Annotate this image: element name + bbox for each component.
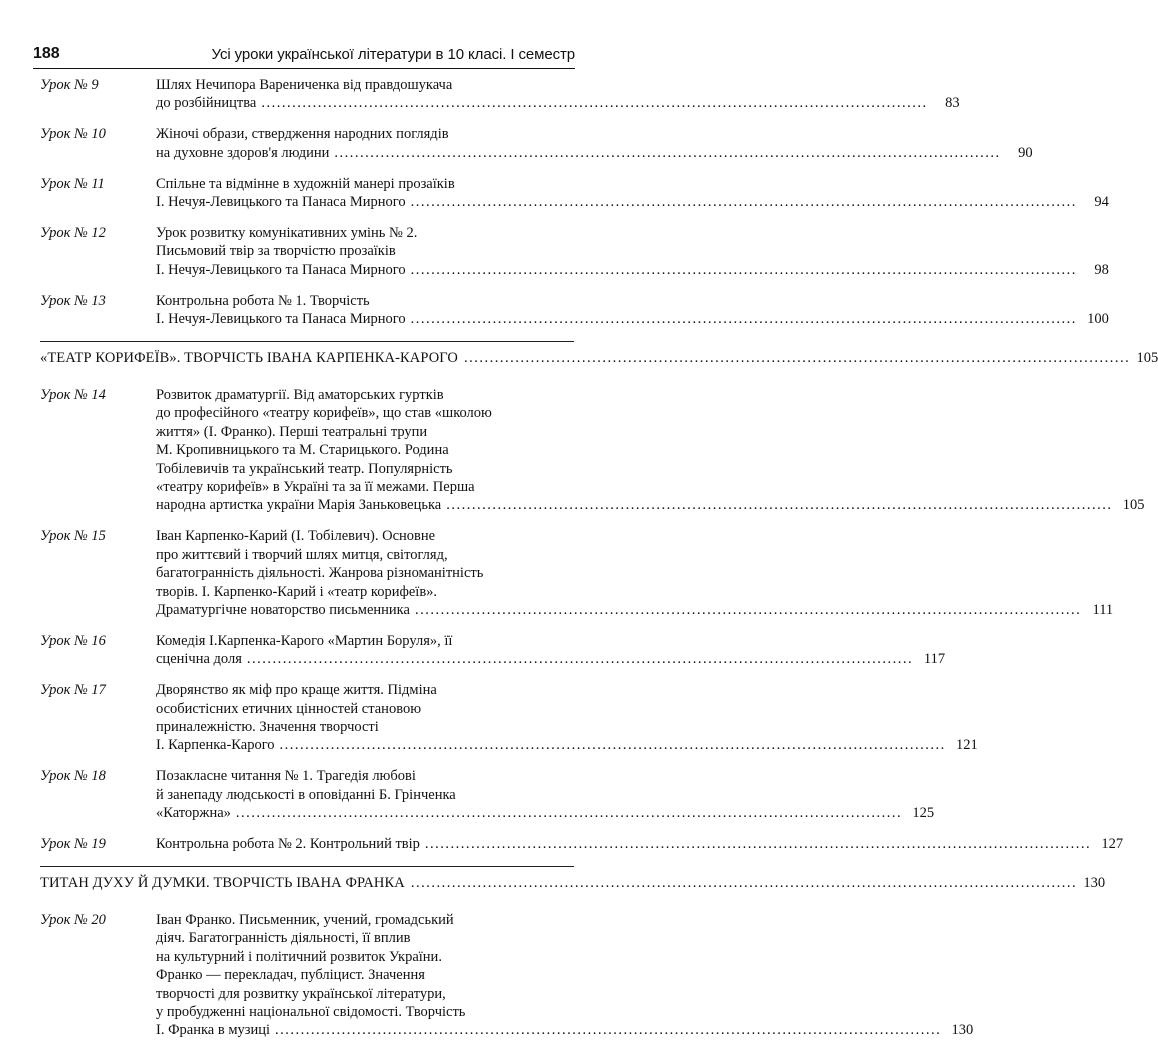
entry-last-line — [156, 650, 945, 668]
entry-line: особистісних етичних цінностей становою — [156, 700, 422, 717]
entry-last-line — [156, 601, 1113, 619]
page-number: 130 — [951, 1022, 974, 1039]
dot-leader: .................................................................................................................................. — [424, 836, 1092, 852]
entry-line: М. Кропивницького та М. Старицького. Родина — [156, 442, 449, 459]
lesson-label: Урок № 11 — [40, 175, 105, 192]
dot-leader: .................................................................................................................................. — [410, 194, 1077, 211]
lesson-body — [156, 681, 978, 755]
entry-last-line — [156, 804, 934, 822]
lesson-body — [156, 224, 1109, 279]
lesson-body — [156, 292, 1109, 329]
entry-line: творчості для розвитку української літератури, — [156, 985, 446, 1002]
entry-line: й занепаду людськості в оповіданні Б. Грінченка — [156, 786, 456, 803]
entry-line: Письмовий твір за творчістю прозаїків — [156, 243, 396, 260]
entry-line: Іван Франко. Письменник, учений, громадський — [156, 911, 454, 928]
entry-line: сценічна доля — [156, 651, 242, 668]
entry-line: Іван Карпенко-Карий (І. Тобілевич). Основне — [156, 528, 436, 545]
table-of-contents — [40, 76, 1158, 1052]
entry-line: І. Нечуя-Левицького та Панаса Мирного — [156, 194, 406, 211]
entry-line: Комедія І.Карпенка-Карого «Мартин Боруля», її — [156, 632, 453, 649]
lesson-body — [156, 527, 1113, 619]
lesson-label: Урок № 20 — [40, 911, 106, 928]
lesson-label: Урок № 14 — [40, 386, 106, 403]
page-number: 98 — [1094, 261, 1109, 278]
toc-entry[interactable] — [40, 175, 1109, 212]
page-number: 125 — [912, 805, 935, 822]
dot-leader: .................................................................................................................................. — [464, 349, 1131, 366]
entry-line: Розвиток драматургії. Від аматорських гуртків — [156, 386, 444, 403]
dot-leader: .................................................................................................................................. — [246, 651, 914, 668]
section-heading-karpenko[interactable] — [40, 341, 1158, 376]
toc-entry[interactable] — [40, 292, 1109, 329]
toc-entry[interactable] — [40, 911, 974, 1040]
lesson-label: Урок № 9 — [40, 77, 99, 93]
toc-entry[interactable] — [40, 835, 1124, 853]
lesson-label: Урок № 13 — [40, 292, 106, 309]
section-title: «ТЕАТР КОРИФЕЇВ». ТВОРЧІСТЬ ІВАНА КАРПЕНКА-КАРОГО — [40, 349, 458, 366]
entry-line: народна артистка україни Марія Заньковецька — [156, 497, 442, 514]
lesson-body — [156, 632, 945, 669]
dot-leader: .................................................................................................................................. — [410, 311, 1077, 328]
page-header — [33, 40, 575, 69]
entry-line: Спільне та відмінне в художній манері прозаїків — [156, 175, 455, 192]
page-number: 121 — [956, 737, 978, 754]
dot-leader: .................................................................................................................................. — [279, 737, 946, 754]
lesson-body — [156, 175, 1109, 212]
lesson-label: Урок № 19 — [40, 836, 106, 852]
page-number: 105 — [1122, 497, 1145, 514]
entry-line: Жіночі образи, ствердження народних поглядів — [156, 126, 449, 143]
entry-line: «Каторжна» — [156, 805, 231, 822]
page-number: 188 — [33, 45, 60, 62]
page-number: 100 — [1087, 311, 1109, 328]
entry-line: Контрольна робота № 1. Творчість — [156, 292, 370, 309]
entry-line: у пробудженні національної свідомості. Творчість — [156, 1003, 466, 1020]
entry-last-line — [156, 835, 1123, 853]
toc-entry[interactable] — [40, 224, 1109, 279]
section-title: ТИТАН ДУХУ Й ДУМКИ. ТВОРЧІСТЬ ІВАНА ФРАНКА — [40, 874, 405, 891]
page-number: 90 — [1018, 144, 1033, 161]
toc-entry[interactable] — [40, 632, 946, 669]
entry-line: творів. І. Карпенко-Карий і «театр корифеїв». — [156, 583, 438, 600]
lesson-label: Урок № 10 — [40, 126, 106, 143]
lesson-label: Урок № 16 — [40, 632, 106, 649]
dot-leader: .................................................................................................................................. — [261, 95, 928, 112]
entry-line: Контрольна робота № 2. Контрольний твір — [156, 836, 420, 852]
page-number: 117 — [923, 651, 946, 668]
toc-entry[interactable] — [40, 76, 960, 113]
page-number: 94 — [1094, 194, 1109, 211]
entry-line: про життєвий і творчий шлях митця, світогляд, — [156, 546, 448, 563]
toc-entry[interactable] — [40, 125, 1033, 162]
entry-last-line — [156, 94, 960, 112]
dot-leader: .................................................................................................................................. — [410, 261, 1077, 278]
toc-entry[interactable] — [40, 386, 1145, 515]
section-page: 130 — [1083, 874, 1106, 891]
lesson-body — [156, 835, 1123, 853]
toc-entry[interactable] — [40, 767, 935, 822]
lesson-group-1 — [40, 76, 1109, 328]
entry-line: Драматургічне новаторство письменника — [156, 601, 410, 618]
entry-line: Позакласне читання № 1. Трагедія любові — [156, 768, 416, 785]
lesson-label: Урок № 17 — [40, 682, 106, 699]
dot-leader: .................................................................................................................................. — [334, 144, 1001, 161]
toc-entry[interactable] — [40, 527, 1114, 619]
entry-line: до розбійництва — [156, 95, 257, 112]
dot-leader: .................................................................................................................................. — [275, 1022, 942, 1039]
dot-leader: .................................................................................................................................. — [446, 497, 1113, 514]
entry-line: Урок розвитку комунікативних умінь № 2. — [156, 224, 418, 241]
page-number: 127 — [1101, 836, 1124, 852]
entry-line: Тобілевичів та український театр. Популярність — [156, 460, 453, 477]
entry-line: І. Нечуя-Левицького та Панаса Мирного — [156, 311, 406, 328]
entry-line: багатогранність діяльності. Жанрова різноманітність — [156, 565, 484, 582]
lesson-group-2 — [40, 386, 1145, 853]
section-heading-franko[interactable] — [40, 866, 1106, 901]
toc-entry[interactable] — [40, 681, 978, 755]
lesson-body — [156, 911, 973, 1040]
dot-leader: .................................................................................................................................. — [414, 601, 1082, 618]
entry-last-line — [156, 193, 1109, 211]
entry-line: Франко — перекладач, публіцист. Значення — [156, 967, 425, 984]
entry-line: життя» (І. Франко). Перші театральні трупи — [156, 423, 428, 440]
lesson-body — [156, 76, 960, 113]
entry-line: І. Нечуя-Левицького та Панаса Мирного — [156, 261, 406, 278]
entry-last-line — [156, 736, 978, 754]
entry-line: І. Франка в музиці — [156, 1022, 271, 1039]
entry-line: приналежністю. Значення творчості — [156, 718, 379, 735]
lesson-label: Урок № 12 — [40, 224, 106, 241]
page-number: 111 — [1092, 601, 1114, 618]
entry-line: «театру корифеїв» в Україні та за її межами. Перша — [156, 479, 475, 495]
lesson-body — [156, 125, 1033, 162]
entry-last-line — [156, 310, 1109, 328]
dot-leader: .................................................................................................................................. — [235, 805, 903, 822]
entry-line: на культурний і політичний розвиток України. — [156, 948, 442, 965]
entry-last-line — [156, 496, 1145, 514]
dot-leader: .................................................................................................................................. — [410, 874, 1078, 891]
lesson-group-3 — [40, 911, 974, 1040]
entry-last-line — [156, 144, 1033, 162]
lesson-label: Урок № 15 — [40, 528, 106, 545]
entry-last-line — [156, 261, 1109, 279]
entry-line: Дворянство як міф про краще життя. Підміна — [156, 682, 437, 699]
lesson-body — [156, 767, 934, 822]
entry-line: до професійного «театру корифеїв», що став «школою — [156, 405, 492, 422]
lesson-label: Урок № 18 — [40, 768, 106, 785]
entry-line: І. Карпенка-Карого — [156, 737, 275, 754]
entry-last-line — [156, 1021, 973, 1039]
page-number: 83 — [945, 95, 960, 112]
entry-line: діяч. Багатогранність діяльності, її вплив — [156, 930, 411, 947]
entry-line: Шлях Нечипора Варениченка від правдошукача — [156, 77, 453, 93]
running-title: Усі уроки української літератури в 10 класі. I семестр — [211, 45, 575, 63]
entry-line: на духовне здоров'я людини — [156, 144, 330, 161]
lesson-body — [156, 386, 1145, 515]
section-page: 105 — [1136, 349, 1158, 366]
